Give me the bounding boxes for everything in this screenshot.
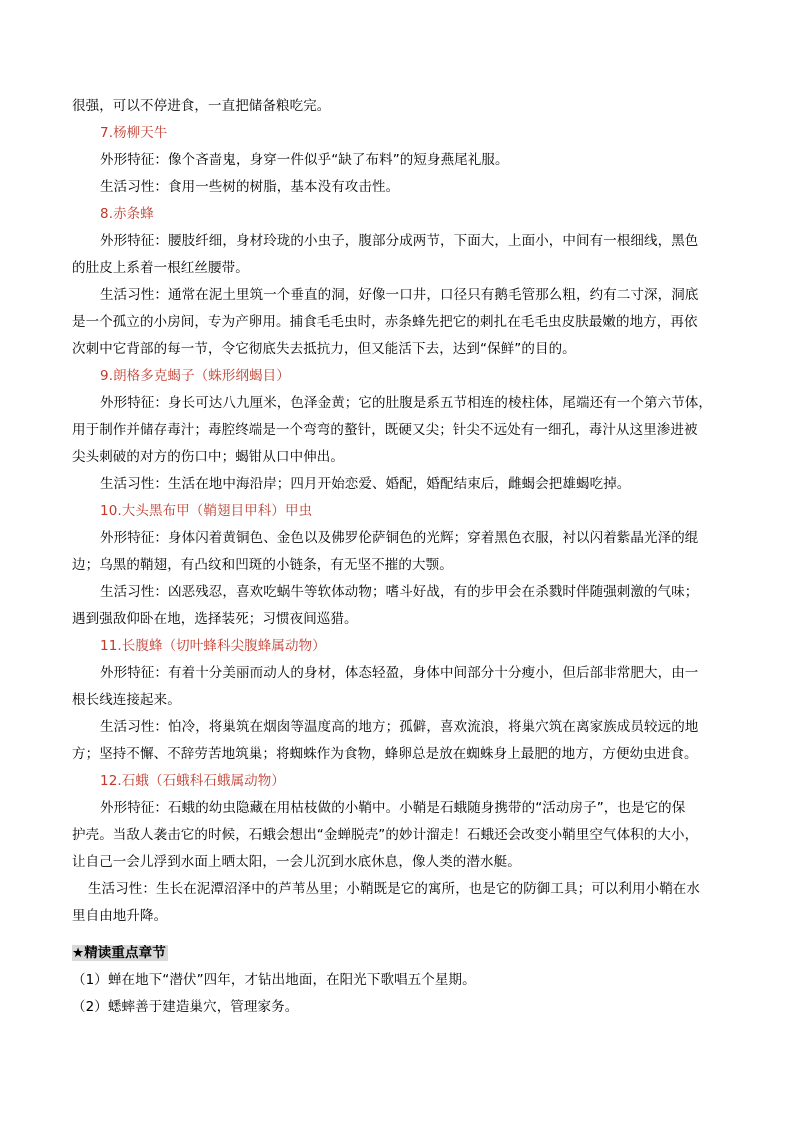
body-text: 生活习性：凶恶残忍，喜欢吃蜗牛等软体动物；嗜斗好战，有的步甲会在杀戮时伴随强刺激的气味； [100, 584, 699, 600]
body-text: 很强，可以不停进食，一直把储备粮吃完。 [72, 98, 331, 114]
body-text: 生活习性：怕冷，将巢筑在烟囱等温度高的地方；孤僻，喜欢流浪，将巢穴筑在离家族成员较远的地 [100, 719, 699, 735]
section-heading: 10.大头黑布甲（鞘翅目甲科）甲虫 [100, 503, 313, 519]
body-text: 外形特征：身体闪着黄铜色、金色以及佛罗伦萨铜色的光辉；穿着黑色衣服，衬以闪着紫晶光泽的绲 [100, 530, 699, 546]
body-text: 方；坚持不懈、不辞劳苦地筑巢；将蜘蛛作为食物，蜂卵总是放在蜘蛛身上最肥的地方，方便幼虫进食。 [72, 746, 698, 762]
body-text: 遇到强敌仰卧在地，选择装死；习惯夜间巡猎。 [72, 611, 358, 627]
body-text: 里自由地升降。 [72, 908, 168, 924]
list-item: （2）蟋蟀善于建造巢穴，管理家务。 [72, 999, 299, 1015]
body-text: 让自己一会儿浮到水面上晒太阳，一会儿沉到水底休息，像人类的潜水艇。 [72, 854, 521, 870]
body-text: 次刺中它背部的每一节，令它彻底失去抵抗力，但又能活下去，达到“保鲜”的目的。 [72, 341, 576, 357]
section-heading: 11.长腹蜂（切叶蜂科尖腹蜂属动物） [100, 638, 326, 654]
body-text: 外形特征：像个吝啬鬼，身穿一件似乎“缺了布料”的短身燕尾礼服。 [100, 152, 509, 168]
body-text: 根长线连接起来。 [72, 692, 181, 708]
section-heading: 8.赤条蜂 [100, 206, 154, 222]
body-text: 用于制作并储存毒汁；毒腔终端是一个弯弯的螯针，既硬又尖；针尖不远处有一细孔，毒汁从这里渗进被 [72, 422, 698, 438]
body-text: 生活习性：生活在地中海沿岸；四月开始恋爱、婚配，婚配结束后，雌蝎会把雄蝎吃掉。 [100, 476, 631, 492]
section-heading: 12.石蛾（石蛾科石蛾属动物） [100, 773, 285, 789]
section-heading: 9.朗格多克蝎子（蛛形纲蝎目） [100, 368, 290, 384]
section-heading: 7.杨柳天牛 [100, 125, 168, 141]
section-label-text: ★精读重点章节 [72, 945, 166, 961]
body-text: 是一个孤立的小房间，专为产卵用。捕食毛毛虫时，赤条蜂先把它的刺扎在毛毛虫皮肤最嫩的地方，再依 [72, 314, 698, 330]
body-text: 外形特征：身长可达八九厘米，色泽金黄；它的肚腹是系五节相连的棱柱体，尾端还有一个第六节体， [100, 395, 712, 411]
body-text: 生活习性：食用一些树的树脂，基本没有攻击性。 [100, 179, 400, 195]
body-text: 外形特征：石蛾的幼虫隐藏在用枯枝做的小鞘中。小鞘是石蛾随身携带的“活动房子”，也是它的保 [100, 800, 686, 816]
body-text: 的肚皮上系着一根红丝腰带。 [72, 260, 249, 276]
body-text: 护壳。当敌人袭击它的时候，石蛾会想出“金蝉脱壳”的妙计溜走！石蛾还会改变小鞘里空气体积的大小， [72, 827, 699, 843]
list-item: （1）蝉在地下“潜伏”四年，才钻出地面，在阳光下歌唱五个星期。 [72, 972, 476, 988]
body-text: 边；乌黑的鞘翅，有凸纹和凹斑的小链条，有无坚不摧的大颚。 [72, 557, 453, 573]
body-text: 尖头刺破的对方的伤口中；蝎钳从口中伸出。 [72, 449, 344, 465]
body-text: 外形特征：有着十分美丽而动人的身材，体态轻盈，身体中间部分十分瘦小，但后部非常肥大，由一 [100, 665, 699, 681]
section-label [72, 944, 168, 962]
body-text: 生活习性：生长在泥潭沼泽中的芦苇丛里；小鞘既是它的寓所，也是它的防御工具；可以利用小鞘在水 [88, 881, 700, 897]
body-text: 生活习性：通常在泥土里筑一个垂直的洞，好像一口井，口径只有鹅毛管那么粗，约有二寸深，洞底 [100, 287, 699, 303]
body-text: 外形特征：腰肢纤细，身材玲珑的小虫子，腹部分成两节，下面大，上面小，中间有一根细线，黑色 [100, 233, 699, 249]
